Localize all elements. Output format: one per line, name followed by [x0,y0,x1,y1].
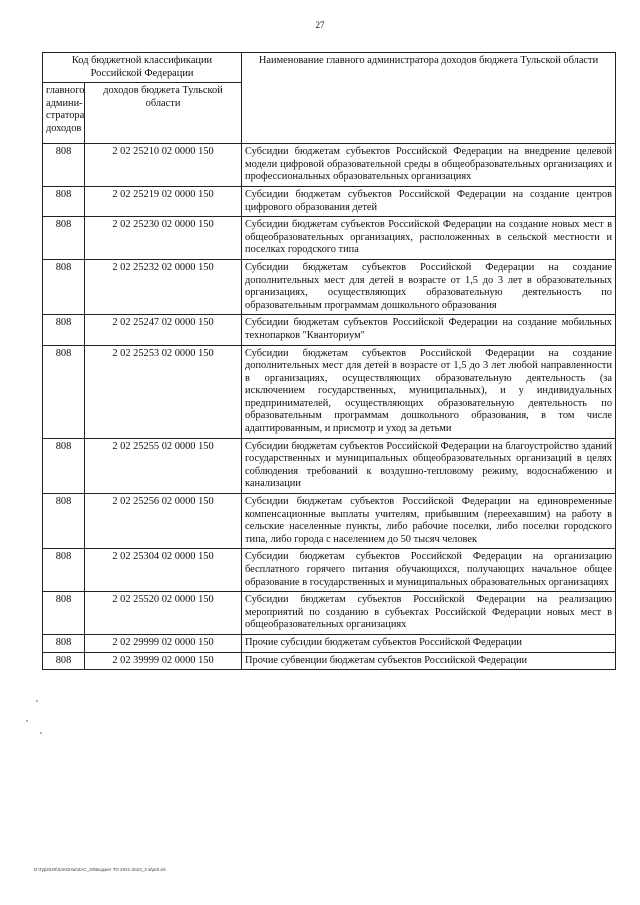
table-row [43,494,616,549]
table-row [43,315,616,345]
admin-code-cell: 808 [43,259,85,314]
income-code-cell: 2 02 25219 02 0000 150 [85,186,242,216]
income-name-cell: Субсидии бюджетам субъектов Российской Федерации на создание мобильных технопарков "Кванториум" [242,315,616,345]
income-name-cell: Прочие субсидии бюджетам субъектов Российской Федерации [242,634,616,652]
scan-artifact [36,700,38,702]
table-row [43,549,616,592]
income-name-cell: Субсидии бюджетам субъектов Российской Федерации на создание центров цифрового образования детей [242,186,616,216]
admin-code-cell: 808 [43,217,85,260]
table-header-row [43,53,616,83]
scan-artifact [40,732,42,734]
table-row [43,592,616,635]
income-code-cell: 2 02 25247 02 0000 150 [85,315,242,345]
header-name: Наименование главного администратора доходов бюджета Тульской области [242,53,616,144]
table-row [43,652,616,670]
admin-code-cell: 808 [43,634,85,652]
income-code-cell: 2 02 25210 02 0000 150 [85,144,242,187]
income-name-cell: Субсидии бюджетам субъектов Российской Федерации на единовременные компенсационные выплаты учителям, прибывшим (переехавшим) на работу в сельские населенные пункты, либо рабочие поселки, либо поселки городского типа, либо города с населением до 50 тысяч человек [242,494,616,549]
admin-code-cell: 808 [43,652,85,670]
income-name-cell: Субсидии бюджетам субъектов Российской Федерации на внедрение целевой модели цифровой образовательной среды в общеобразовательных организациях и профессиональных образовательных организациях [242,144,616,187]
table-row [43,345,616,438]
admin-code-cell: 808 [43,549,85,592]
scan-artifact [26,720,28,722]
income-code-cell: 2 02 39999 02 0000 150 [85,652,242,670]
income-code-cell: 2 02 25256 02 0000 150 [85,494,242,549]
income-code-cell: 2 02 25230 02 0000 150 [85,217,242,260]
admin-code-cell: 808 [43,186,85,216]
table-row [43,634,616,652]
page-number: 27 [315,20,325,30]
income-code-cell: 2 02 25255 02 0000 150 [85,438,242,493]
table-row [43,144,616,187]
income-code-cell: 2 02 25304 02 0000 150 [85,549,242,592]
header-code-income: доходов бюджета Тульской области [85,83,242,144]
income-name-cell: Субсидии бюджетам субъектов Российской Федерации на создание дополнительных мест для детей в возрасте от 1,5 до 3 лет в образовательных организациях, осуществляющих образовательную деятельность по образовательным программам дошкольного образования [242,259,616,314]
income-name-cell: Субсидии бюджетам субъектов Российской Федерации на реализацию мероприятий по созданию в субъектах Российской Федерации новых мест в общеобразовательных организациях [242,592,616,635]
header-code-admin: главного админи-стратора доходов [43,83,85,144]
income-name-cell: Прочие субвенции бюджетам субъектов Российской Федерации [242,652,616,670]
income-code-cell: 2 02 25520 02 0000 150 [85,592,242,635]
file-path-footer: D:\ГД\2020\ЗАКОНЫ\ЗАС_20\Бюджет ТО 2021-2023_3 w\pr9.xls [34,867,166,872]
income-code-cell: 2 02 25232 02 0000 150 [85,259,242,314]
table-row [43,186,616,216]
admin-code-cell: 808 [43,144,85,187]
admin-code-cell: 808 [43,438,85,493]
income-name-cell: Субсидии бюджетам субъектов Российской Федерации на организацию бесплатного горячего питания обучающихся, получающих начальное общее образование в государственных и муниципальных образовательных организациях [242,549,616,592]
table-row [43,217,616,260]
admin-code-cell: 808 [43,345,85,438]
income-code-cell: 2 02 29999 02 0000 150 [85,634,242,652]
income-name-cell: Субсидии бюджетам субъектов Российской Федерации на создание дополнительных мест для детей в возрасте от 1,5 до 3 лет любой направленности в организациях, осуществляющих образовательную деятельность (за исключением государственных, муниципальных), и у индивидуальных предпринимателей, осуществляющих образовательную деятельность по образовательным программам дошкольного образования, в том числе адаптированным, и присмотр и уход за детьми [242,345,616,438]
budget-classification-table [42,52,616,670]
admin-code-cell: 808 [43,494,85,549]
admin-code-cell: 808 [43,315,85,345]
header-code-group: Код бюджетной классификации Российской Федерации [43,53,242,83]
income-name-cell: Субсидии бюджетам субъектов Российской Федерации на благоустройство зданий государственных и муниципальных общеобразовательных организаций в целях соблюдения требований к воздушно-тепловому режиму, водоснабжению и канализации [242,438,616,493]
table-row [43,438,616,493]
income-name-cell: Субсидии бюджетам субъектов Российской Федерации на создание новых мест в общеобразовательных организациях, расположенных в сельской местности и поселках городского типа [242,217,616,260]
table-row [43,259,616,314]
admin-code-cell: 808 [43,592,85,635]
income-code-cell: 2 02 25253 02 0000 150 [85,345,242,438]
